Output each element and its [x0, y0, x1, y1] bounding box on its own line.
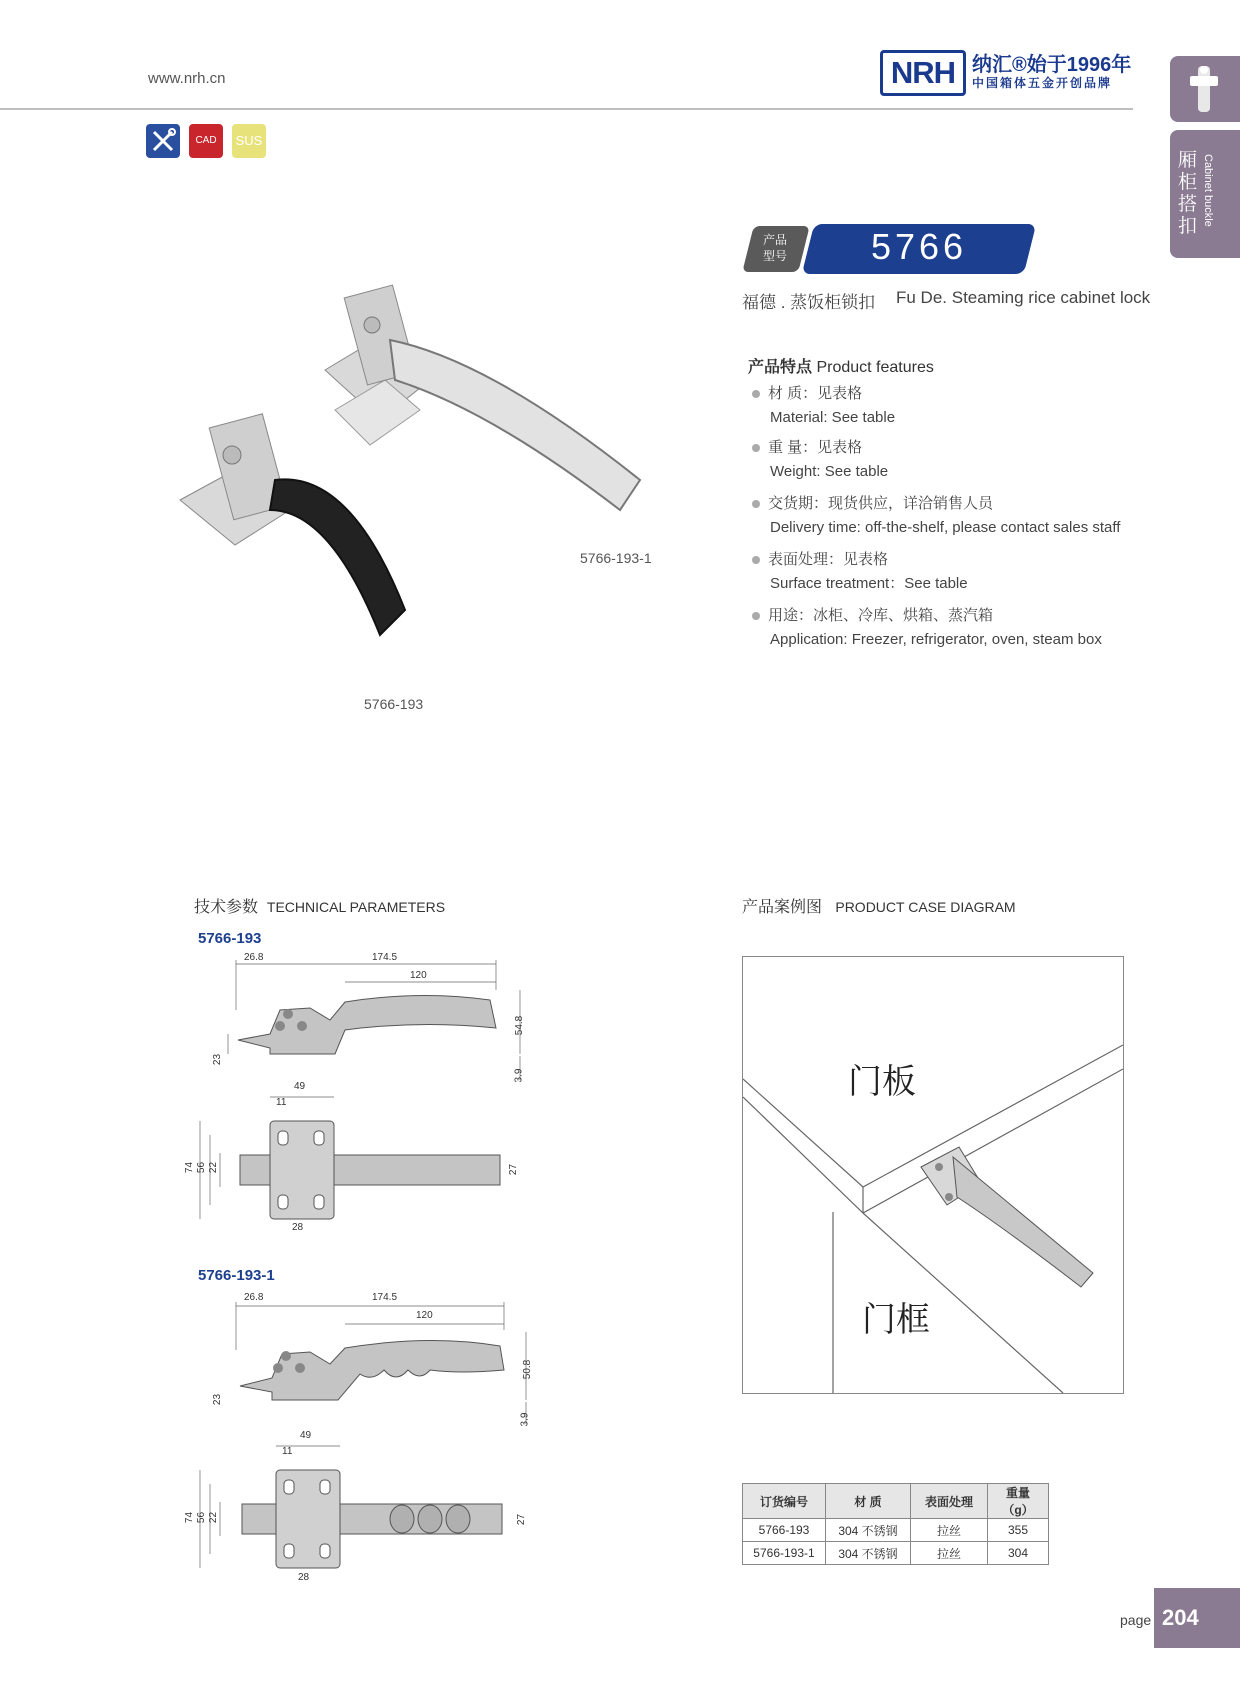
dim-text: 23 — [212, 1053, 224, 1066]
product-name-cn: 福德 . 蒸饭柜锁扣 — [742, 293, 876, 312]
feature-item: 交货期：现货供应，详洽销售人员 Delivery time: off-the-shelf, please contact sales staff — [752, 492, 1120, 540]
features-title-en: Product features — [816, 359, 934, 376]
side-tab-label-cn: 厢柜搭扣 — [1178, 150, 1198, 237]
table-row — [743, 1519, 1049, 1542]
features-title — [748, 354, 934, 377]
page-label: page — [1120, 1612, 1152, 1628]
table-cell: 拉丝 — [911, 1542, 988, 1565]
dim-text: 54.8 — [514, 1015, 526, 1036]
photo-label-193-1: 5766-193-1 — [580, 550, 652, 566]
dim-text: 22 — [208, 1511, 220, 1524]
drawing-a-top — [196, 1095, 536, 1225]
case-title: 产品案例图 PRODUCT CASE DIAGRAM — [742, 899, 1016, 916]
feature-item: 用途：冰柜、冷库、烘箱、蒸汽箱 Application: Freezer, refrigerator, oven, steam box — [752, 604, 1102, 652]
feature-item: 重 量：见表格 Weight: See table — [752, 436, 888, 484]
dim-text: 174.5 — [372, 952, 398, 963]
sus-icon: SUS — [232, 124, 266, 158]
feature-item: 表面处理：见表格 Surface treatment：See table — [752, 548, 968, 596]
table-cell: 5766-193-1 — [743, 1542, 826, 1565]
table-cell: 355 — [988, 1519, 1049, 1542]
dim-text: 28 — [292, 1222, 304, 1233]
drawing-b-side — [200, 1290, 540, 1430]
dim-text: 26.8 — [244, 1292, 264, 1303]
dim-text: 26.8 — [244, 952, 264, 963]
table-cell: 拉丝 — [911, 1519, 988, 1542]
case-diagram — [742, 956, 1124, 1394]
label-door: 门板 — [848, 1063, 916, 1101]
header-divider — [0, 108, 1133, 110]
dim-text: 74 — [184, 1511, 196, 1524]
brand-subtitle: 中国箱体五金开创品牌 — [972, 76, 1113, 90]
dim-text: 50.8 — [522, 1359, 534, 1380]
product-name-en: Fu De. Steaming rice cabinet lock — [896, 288, 1151, 307]
brand-slogan: 纳汇®始于1996年 — [972, 54, 1132, 76]
dim-text: 74 — [184, 1161, 196, 1174]
model-label-a: 5766-193 — [198, 930, 262, 947]
tech-title: 技术参数 TECHNICAL PARAMETERS — [194, 899, 446, 916]
model-label-b: 5766-193-1 — [198, 1267, 275, 1284]
product-tag: 产品型号 — [762, 233, 787, 263]
dim-text: 56 — [196, 1511, 208, 1524]
table-header: 重量（g） — [988, 1484, 1049, 1519]
page-number: 204 — [1154, 1588, 1240, 1648]
dim-text: 49 — [300, 1430, 312, 1441]
table-cell: 304 — [988, 1542, 1049, 1565]
product-photo — [160, 270, 680, 710]
label-frame: 门框 — [862, 1301, 930, 1339]
dim-text: 56 — [196, 1161, 208, 1174]
photo-label-193: 5766-193 — [364, 696, 424, 712]
table-row — [743, 1542, 1049, 1565]
table-header: 订货编号 — [743, 1484, 826, 1519]
dim-text: 28 — [298, 1572, 310, 1583]
spec-table — [742, 1483, 1049, 1565]
side-tab-icon[interactable] — [1170, 56, 1240, 122]
product-code: 5766 — [870, 226, 968, 267]
dim-text: 11 — [276, 1097, 287, 1108]
website-url[interactable]: www.nrh.cn — [148, 70, 226, 87]
dim-text: 3.9 — [513, 1068, 525, 1083]
dim-text: 23 — [212, 1393, 224, 1406]
dim-text: 120 — [410, 970, 427, 981]
dim-text: 3.9 — [519, 1412, 531, 1427]
drawing-b-top — [196, 1444, 536, 1574]
table-cell: 304 不锈钢 — [826, 1542, 911, 1565]
feature-item: 材 质：见表格 Material: See table — [752, 382, 895, 430]
dim-text: 27 — [508, 1163, 520, 1176]
side-tab-label-en: Cabinet buckle — [1202, 154, 1214, 227]
table-cell: 304 不锈钢 — [826, 1519, 911, 1542]
table-cell: 5766-193 — [743, 1519, 826, 1542]
cad-icon: CAD — [189, 124, 223, 158]
dim-text: 120 — [416, 1310, 433, 1321]
brand-logo: NRH — [880, 50, 966, 96]
table-header: 材 质 — [826, 1484, 911, 1519]
table-header: 表面处理 — [911, 1484, 988, 1519]
tools-icon — [146, 124, 180, 158]
dim-text: 49 — [294, 1081, 306, 1092]
drawing-a-side — [200, 950, 540, 1090]
dim-text: 27 — [516, 1513, 528, 1526]
dim-text: 174.5 — [372, 1292, 398, 1303]
dim-text: 22 — [208, 1161, 220, 1174]
dim-text: 11 — [282, 1446, 293, 1457]
features-title-cn: 产品特点 — [748, 359, 813, 376]
